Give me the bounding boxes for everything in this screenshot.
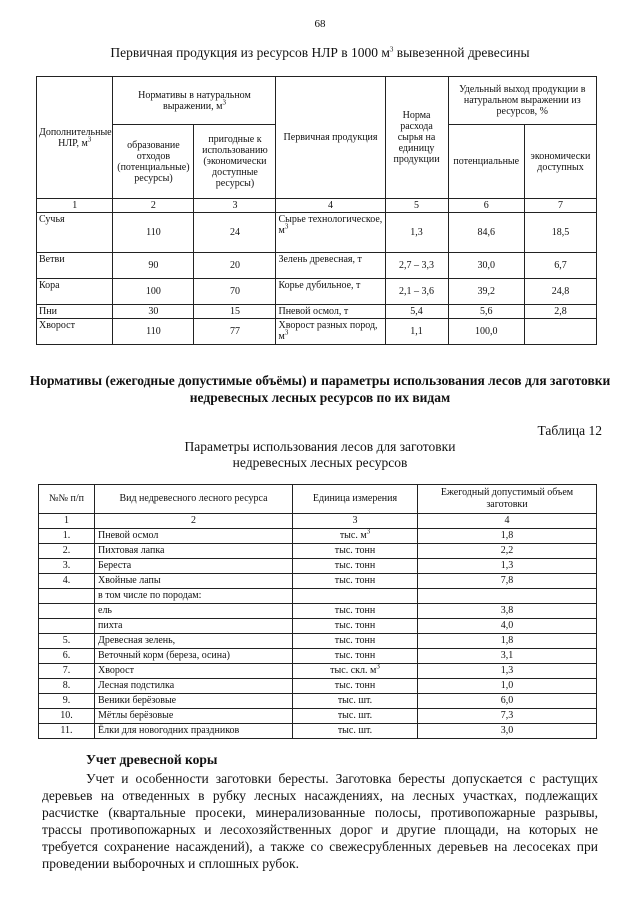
bark-paragraph: Учет и особенности заготовки бересты. Заготовка бересты допускается с растущих деревьев на отведенных в рубку лесных насаждениях, на лесных участках, подлежащих расчистке (квартальные просеки, минерализованные полосы, противопожарные разрывы, трассы противопожарных и лесохозяйственных дорог и другие площади, на которых не требуется сохранение насаждений), а также со свежесрубленных деревьев на лесосеках при проведении выборочных и сплошных рубок. [42,771,598,871]
table-row: 9. Веники берёзовые тыс. шт. 6,0 [39,694,597,709]
header-kind: Вид недревесного лесного ресурса [95,485,293,514]
table-row: 5. Древесная зелень, тыс. тонн 1,8 [39,634,597,649]
header-potential: потенциальные [448,125,524,199]
header-waste: образование отходов (потенциальные) ресурсы) [113,125,194,199]
header-unit: Единица измерения [293,485,418,514]
page-number: 68 [314,18,326,30]
header-volume: Ежегодный допустимый объем заготовки [418,485,597,514]
primary-products-table [36,76,597,345]
table2-title: Параметры использования лесов для заготовки недревесных лесных ресурсов [184,439,456,470]
table-row: Пни 30 15 Пневой осмол, т 5,4 5,6 2,8 [37,305,597,319]
table-row: пихта тыс. тонн 4,0 [39,619,597,634]
header-yield-group: Удельный выход продукции в натуральном выражении из ресурсов, % [448,77,596,125]
table-row: 4. Хвойные лапы тыс. тонн 7,8 [39,574,597,589]
table-row: Кора 100 70 Корье дубильное, т 2,1 – 3,6 39,2 24,8 [37,279,597,305]
bark-heading: Учет древесной коры [86,752,218,767]
table-row: в том числе по породам: [39,589,597,604]
table2-label: Таблица 12 [537,423,602,438]
header-econ: экономически доступных [524,125,596,199]
section-heading: Нормативы (ежегодные допустимые объёмы) и параметры использования лесов для заготовки недревесных лесных ресурсов по их видам [29,373,611,405]
non-timber-resources-table [38,484,597,739]
table-row: 11. Ёлки для новогодних праздников тыс. шт. 3,0 [39,724,597,739]
table-row: Хворост 110 77 Хворост разных пород, $м^3$ 1,1 100,0 [37,319,597,345]
table1-title: Первичная продукция из ресурсов НЛР в 1000 $м^3$ вывезенной древесины [110,45,530,60]
table-row: 2. Пихтовая лапка тыс. тонн 2,2 [39,544,597,559]
table-row: 8. Лесная подстилка тыс. тонн 1,0 [39,679,597,694]
header-norm: Норма расхода сырья на единицу продукции [385,77,448,199]
header-primary-product: Первичная продукция [276,77,385,199]
table-row: 6. Веточный корм (береза, осина) тыс. тонн 3,1 [39,649,597,664]
column-number-row: 1 2 3 4 5 6 7 [37,199,597,213]
header-usable: пригодные к использованию (экономически доступные ресурсы) [194,125,276,199]
table-row: Ветви 90 20 Зелень древесная, т 2,7 – 3,3 30,0 6,7 [37,253,597,279]
table-row: 7. Хворост тыс. скл. $м^3$ 1,3 [39,664,597,679]
table-row: 10. Мётлы берёзовые тыс. шт. 7,3 [39,709,597,724]
header-resource: Дополнительные НЛР, $м^3$ [37,77,113,199]
header-norms-group: Нормативы в натуральном выражении, $м^3$ [113,77,276,125]
table-row: Сучья 110 24 Сырье технологическое, $м^3$ 1,3 84,6 18,5 [37,213,597,253]
table-row: 1. Пневой осмол тыс. $м^3$ 1,8 [39,529,597,544]
table-row: ель тыс. тонн 3,8 [39,604,597,619]
column-number-row: 1 2 3 4 [39,514,597,529]
table-row: 3. Береста тыс. тонн 1,3 [39,559,597,574]
header-num: №№ п/п [39,485,95,514]
